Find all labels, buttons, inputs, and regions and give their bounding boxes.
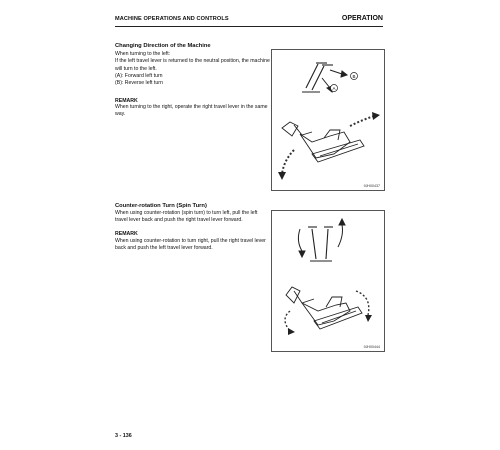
excavator-drawing <box>286 287 362 329</box>
figure-code: 9JH00437 <box>363 184 380 188</box>
section2-line: When using counter-rotation (spin turn) to turn left, pull the left <box>115 210 258 216</box>
section1-remark-label: REMARK <box>115 98 138 104</box>
section1-remark-text <box>115 104 268 119</box>
label-b: B <box>352 74 356 79</box>
left-turn-illustration <box>272 50 384 190</box>
header-section-title: OPERATION <box>341 15 383 22</box>
section2-line: travel lever back and push the right travel lever forward. <box>115 217 243 224</box>
section1-remark-line: way. <box>115 111 126 118</box>
page-number: 3 - 136 <box>115 433 132 439</box>
section2-remark-label: REMARK <box>115 231 138 237</box>
label-a: A <box>332 86 336 91</box>
header-chapter-title: MACHINE OPERATIONS AND CONTROLS <box>115 16 229 22</box>
section1-line: When turning to the left: <box>115 51 171 57</box>
section1-text <box>115 51 270 87</box>
section2-remark-text <box>115 238 266 253</box>
figure-spin-turn <box>271 210 385 352</box>
page-header <box>115 16 383 26</box>
section1-line: (A): Forward left turn <box>115 72 163 79</box>
section1-line: will turn to the left. <box>115 65 157 72</box>
section1-remark-line: When turning to the right, operate the right travel lever in the same <box>115 104 268 110</box>
section1-line: (B): Reverse left turn <box>115 80 163 87</box>
section2-remark-line: back and push the left travel lever forward. <box>115 245 213 252</box>
figure-code: 9JH00444 <box>363 345 380 349</box>
section2-text <box>115 210 257 225</box>
spin-turn-illustration <box>272 211 384 351</box>
section-title-spin-turn: Counter-rotation Turn (Spin Turn) <box>115 203 207 209</box>
figure-left-turn <box>271 49 385 191</box>
travel-levers-drawing <box>308 227 333 261</box>
section1-line: If the left travel lever is returned to the neutral position, the machine <box>115 58 270 65</box>
header-rule <box>115 26 383 27</box>
section-title-changing-direction: Changing Direction of the Machine <box>115 43 211 49</box>
section2-remark-line: When using counter-rotation to turn right, pull the right travel lever <box>115 238 266 244</box>
excavator-drawing <box>282 122 364 162</box>
